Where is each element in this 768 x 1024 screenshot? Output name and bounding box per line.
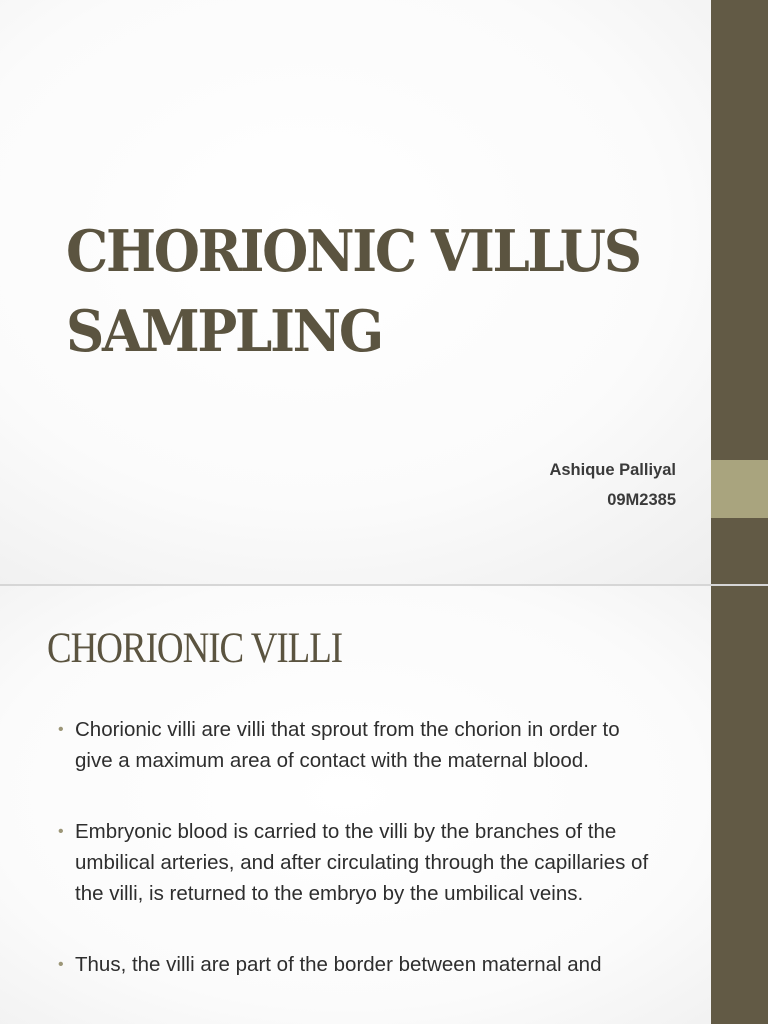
- bullet-list: [58, 714, 658, 1020]
- bullet-item-3: [58, 949, 658, 980]
- roll-number: 09M2385: [607, 491, 676, 509]
- bullet-item-1: [58, 714, 658, 776]
- bullet-marker-icon: •: [58, 823, 64, 840]
- slide-heading: CHORIONIC VILLI: [47, 625, 343, 672]
- side-band-accent: [711, 460, 768, 518]
- title-line-2: SAMPLING: [66, 298, 382, 365]
- bullet-marker-icon: •: [58, 721, 64, 738]
- author-name: Ashique Palliyal: [549, 461, 676, 479]
- bullet-text: Embryonic blood is carried to the villi by the branches of the umbilical arteries, and after circulating through the capillaries of the villi, is returned to the embryo by the umbilical veins.: [75, 820, 649, 905]
- bullet-text: Thus, the villi are part of the border between maternal and: [75, 953, 602, 976]
- presentation-title: [66, 212, 643, 372]
- bullet-text: Chorionic villi are villi that sprout from the chorion in order to give a maximum area of contact with the maternal blood.: [75, 718, 620, 772]
- content-slide[interactable]: [0, 586, 768, 1024]
- bullet-marker-icon: •: [58, 956, 64, 973]
- bullet-item-2: [58, 816, 658, 909]
- side-band: [711, 586, 768, 1024]
- title-line-1: CHORIONIC VILLUS: [66, 218, 640, 285]
